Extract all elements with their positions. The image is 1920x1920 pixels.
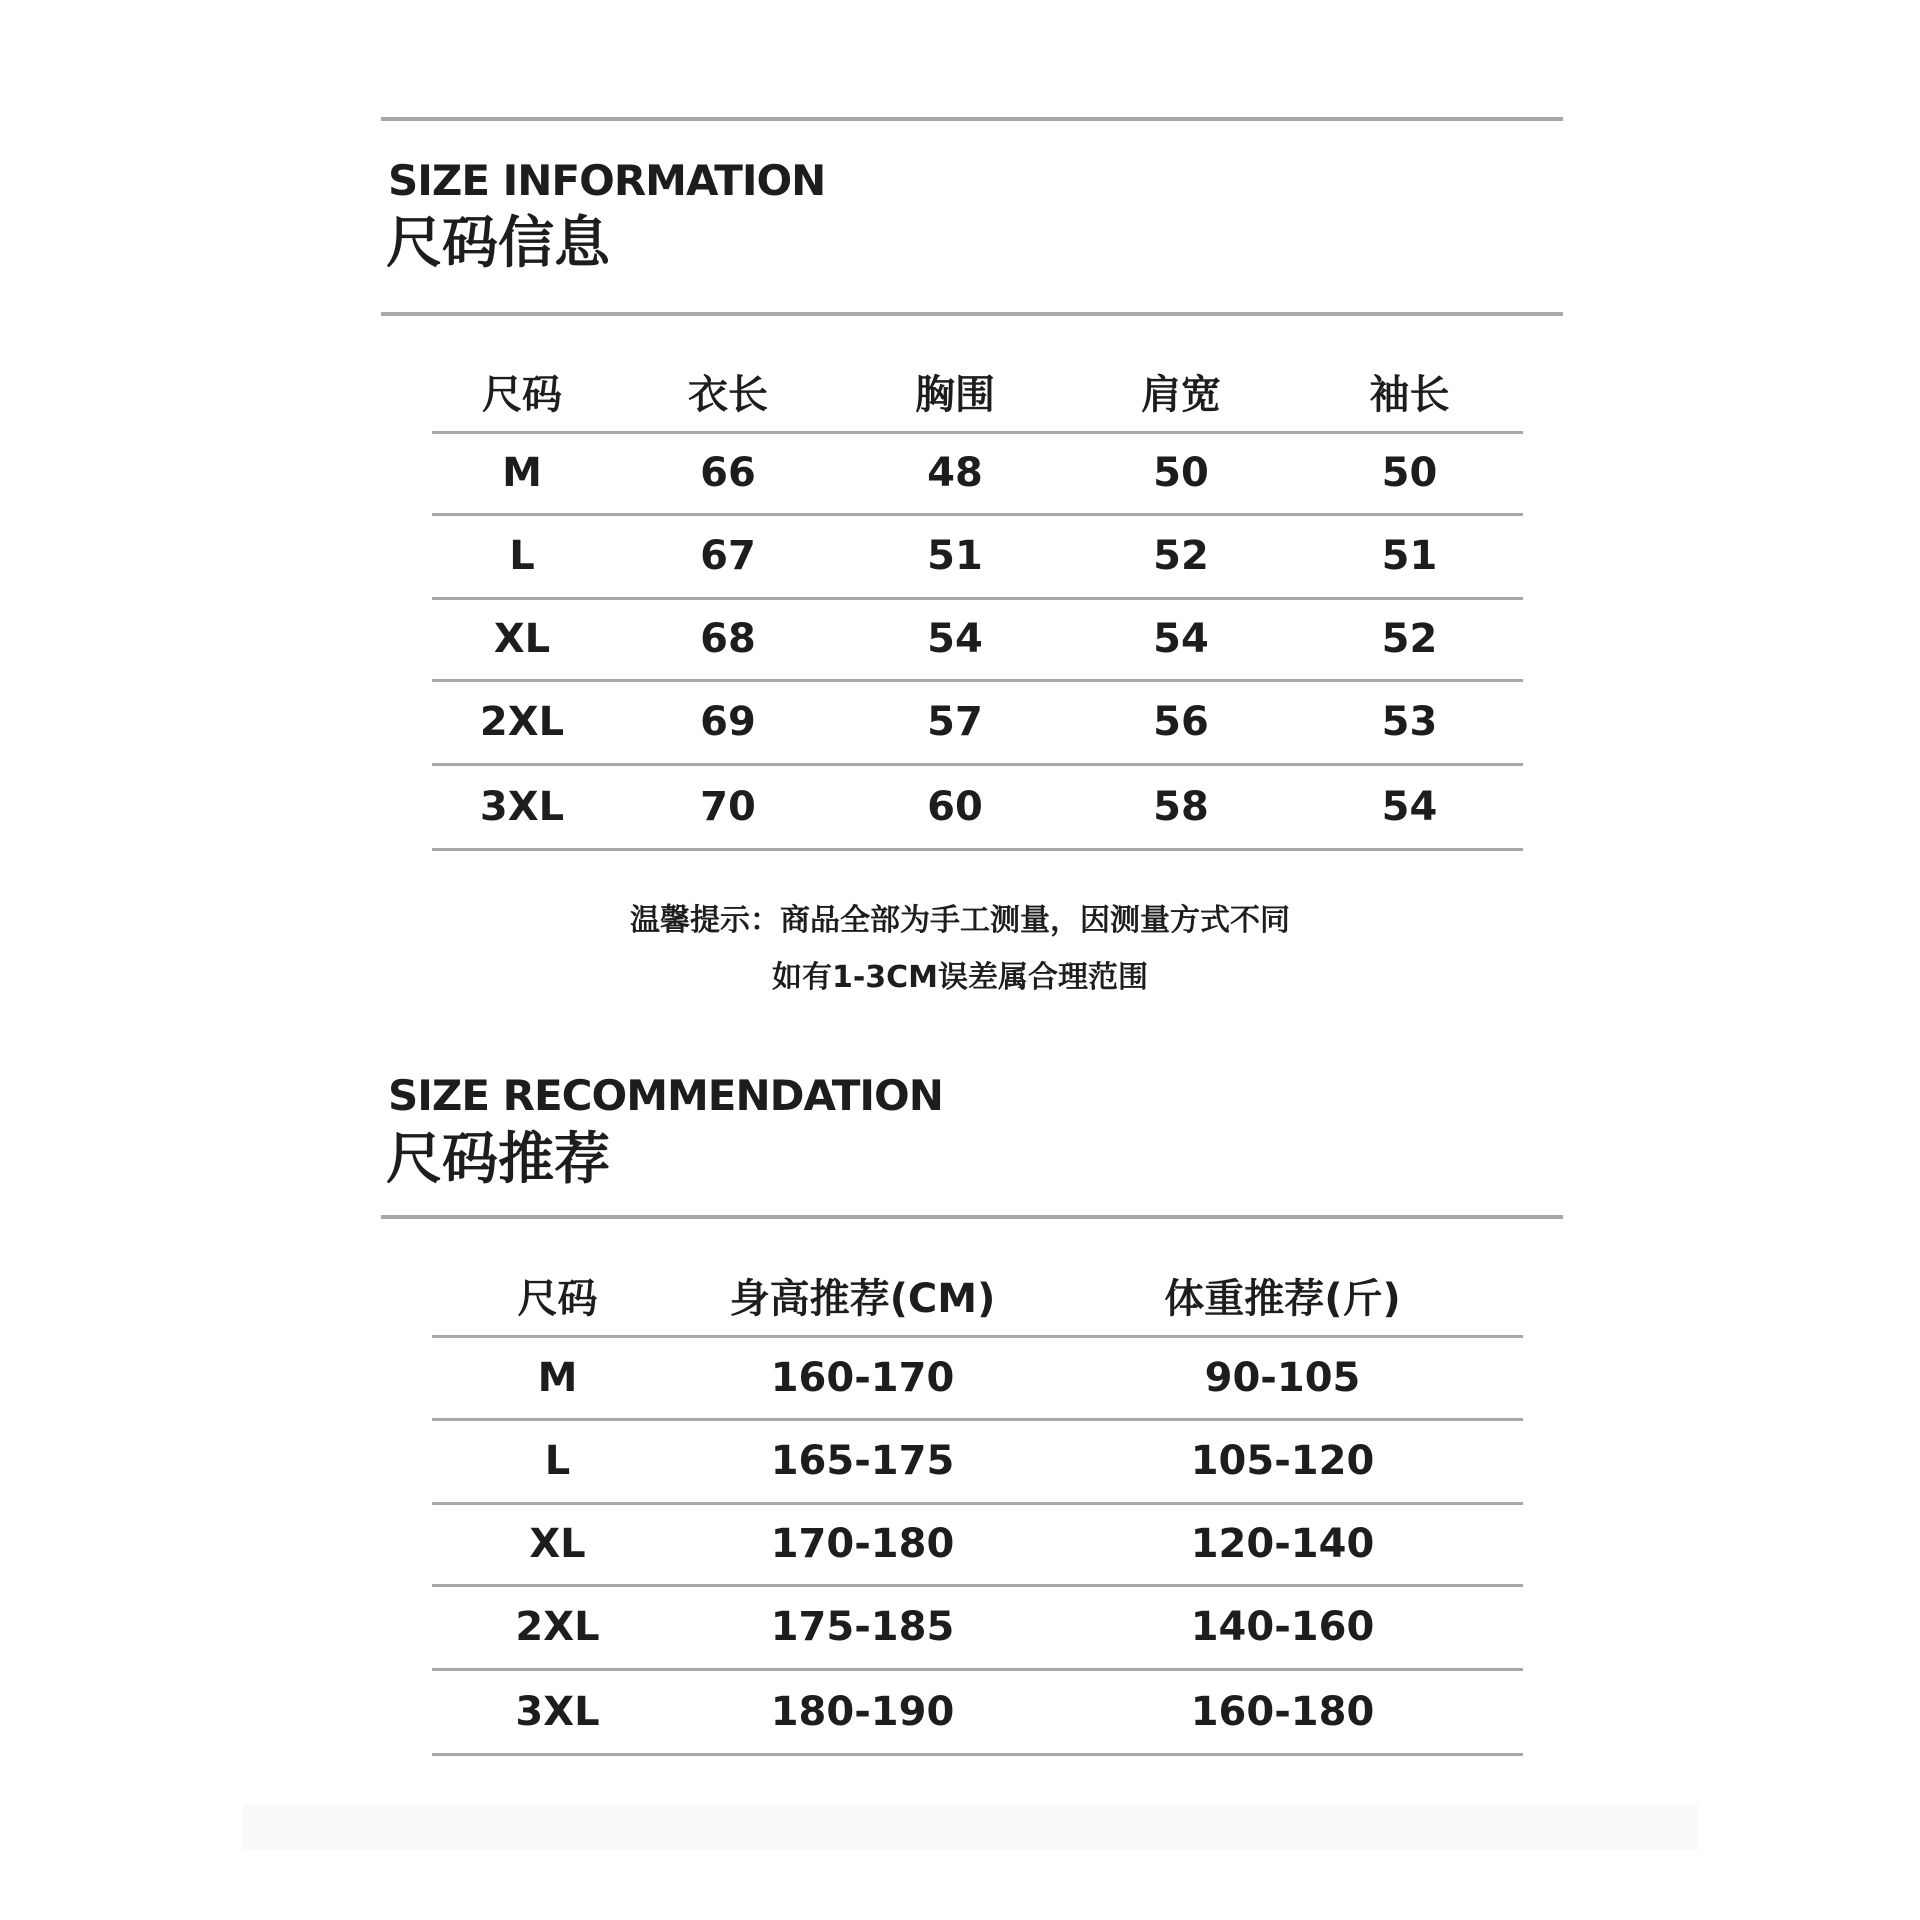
measurement-note-line-2: 如有1-3CM误差属合理范围 bbox=[771, 960, 1149, 995]
table-header-row bbox=[432, 352, 1523, 432]
cell-size: 2XL bbox=[432, 680, 612, 764]
top-divider bbox=[381, 117, 1563, 121]
table-row bbox=[432, 1585, 1523, 1669]
table-row bbox=[432, 1669, 1523, 1754]
cell-size: M bbox=[432, 1336, 683, 1419]
measurement-note-line-1: 温馨提示：商品全部为手工测量，因测量方式不同 bbox=[630, 903, 1290, 938]
cell-length: 70 bbox=[612, 764, 844, 849]
cell-shoulder: 56 bbox=[1066, 680, 1296, 764]
cell-height: 160-170 bbox=[683, 1336, 1042, 1419]
cell-length: 69 bbox=[612, 680, 844, 764]
cell-length: 68 bbox=[612, 598, 844, 680]
cell-chest: 51 bbox=[844, 514, 1066, 598]
table-row bbox=[432, 680, 1523, 764]
cell-sleeve: 54 bbox=[1296, 764, 1523, 849]
cell-size: XL bbox=[432, 598, 612, 680]
cell-chest: 54 bbox=[844, 598, 1066, 680]
cell-weight: 160-180 bbox=[1042, 1669, 1523, 1754]
size-recommendation-divider bbox=[381, 1215, 1563, 1219]
table-row bbox=[432, 514, 1523, 598]
footer-band bbox=[243, 1804, 1698, 1850]
cell-height: 175-185 bbox=[683, 1585, 1042, 1669]
cell-size: 3XL bbox=[432, 1669, 683, 1754]
size-information-table bbox=[432, 352, 1523, 851]
cell-size: M bbox=[432, 432, 612, 514]
column-header-size: 尺码 bbox=[432, 352, 612, 432]
table-header-row bbox=[432, 1256, 1523, 1336]
cell-size: L bbox=[432, 514, 612, 598]
cell-size: XL bbox=[432, 1503, 683, 1585]
cell-sleeve: 50 bbox=[1296, 432, 1523, 514]
column-header-height: 身高推荐(CM) bbox=[683, 1256, 1042, 1336]
cell-sleeve: 52 bbox=[1296, 598, 1523, 680]
column-header-sleeve: 袖长 bbox=[1296, 352, 1523, 432]
column-header-size: 尺码 bbox=[432, 1256, 683, 1336]
cell-shoulder: 52 bbox=[1066, 514, 1296, 598]
size-information-title-en: SIZE INFORMATION bbox=[388, 156, 826, 205]
table-row bbox=[432, 598, 1523, 680]
cell-length: 66 bbox=[612, 432, 844, 514]
cell-sleeve: 53 bbox=[1296, 680, 1523, 764]
cell-shoulder: 54 bbox=[1066, 598, 1296, 680]
cell-length: 67 bbox=[612, 514, 844, 598]
column-header-weight: 体重推荐(斤) bbox=[1042, 1256, 1523, 1336]
size-recommendation-table bbox=[432, 1256, 1523, 1756]
cell-shoulder: 58 bbox=[1066, 764, 1296, 849]
cell-size: L bbox=[432, 1419, 683, 1503]
size-information-divider bbox=[381, 312, 1563, 316]
column-header-chest: 胸围 bbox=[844, 352, 1066, 432]
cell-size: 3XL bbox=[432, 764, 612, 849]
table-row bbox=[432, 1419, 1523, 1503]
cell-height: 180-190 bbox=[683, 1669, 1042, 1754]
table-row bbox=[432, 1503, 1523, 1585]
column-header-length: 衣长 bbox=[612, 352, 844, 432]
table-row bbox=[432, 764, 1523, 849]
size-recommendation-title-cn: 尺码推荐 bbox=[386, 1127, 610, 1192]
cell-chest: 57 bbox=[844, 680, 1066, 764]
size-recommendation-title-en: SIZE RECOMMENDATION bbox=[388, 1071, 943, 1120]
cell-chest: 48 bbox=[844, 432, 1066, 514]
cell-weight: 140-160 bbox=[1042, 1585, 1523, 1669]
table-row bbox=[432, 432, 1523, 514]
cell-weight: 120-140 bbox=[1042, 1503, 1523, 1585]
cell-sleeve: 51 bbox=[1296, 514, 1523, 598]
cell-size: 2XL bbox=[432, 1585, 683, 1669]
cell-chest: 60 bbox=[844, 764, 1066, 849]
size-information-title-cn: 尺码信息 bbox=[386, 211, 610, 276]
cell-shoulder: 50 bbox=[1066, 432, 1296, 514]
table-row bbox=[432, 1336, 1523, 1419]
cell-weight: 90-105 bbox=[1042, 1336, 1523, 1419]
column-header-shoulder: 肩宽 bbox=[1066, 352, 1296, 432]
cell-height: 165-175 bbox=[683, 1419, 1042, 1503]
cell-weight: 105-120 bbox=[1042, 1419, 1523, 1503]
cell-height: 170-180 bbox=[683, 1503, 1042, 1585]
